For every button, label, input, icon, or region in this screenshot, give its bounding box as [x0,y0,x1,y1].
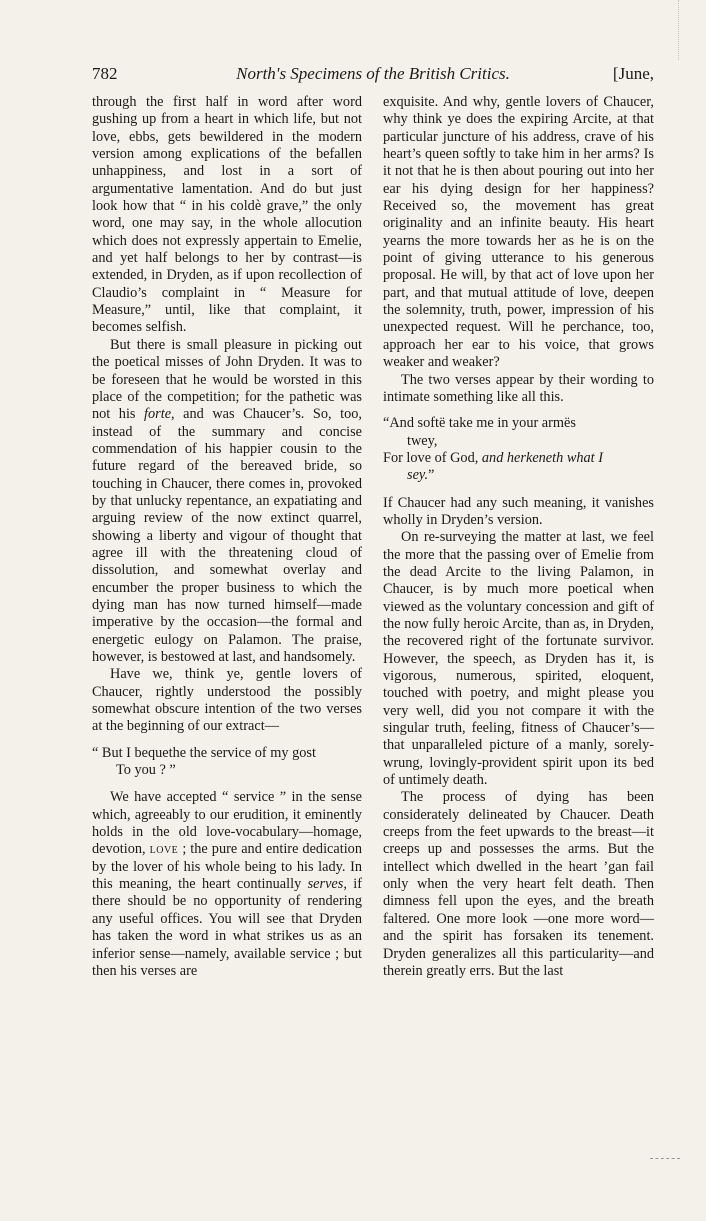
emphasis: forte [144,406,172,423]
left-column [92,94,362,980]
emphasis: and herkeneth what I [481,449,603,466]
text-run: , if there should be no opportunity of rendering any useful offices. You will see that Dryden has taken the word in what strikes us as an inferior sense—namely, available service ; but then his verses are [92,876,362,979]
verse-line: To you ? ” [116,762,176,779]
running-title: North's Specimens of the British Critics. [236,64,510,83]
text-run: We have accepted “ service ” in the sense which, agreeably to our erudition, it eminently holds in the old love-vocabulary—homage, devotion, [92,789,362,858]
verse-line [383,467,654,484]
page-number: 782 [92,64,118,83]
text-run: For love of God, [383,449,482,466]
paragraph: The process of dying has been considerately delineated by Chaucer. Death creeps from the feet upwards to the breast—it creeps up and possesses the arms. But the intellect which dwelled in the heart ’gan fail only when the very heart felt death. Then dimness fell upon the eyes, and the breath faltered. One more look —one more word—and the spirit has forsaken its tenement. Dryden generalizes all this particularity—and therein greatly errs. But the last [383,789,654,979]
running-header [92,64,654,88]
text-run: ; the pure and entire dedication by the lover of his whole being to his lady. In this meaning, the heart continually [92,841,362,893]
small-caps-word: love [149,841,179,858]
scan-margin-line [678,0,679,60]
paragraph: The two verses appear by their wording to intimate something like all this. [383,371,654,405]
verse-line: “ But I bequethe the service of my gost [92,744,316,761]
paragraph: through the first half in word after word gushing up from a heart in which life, but not love, ebbs, gets bewildered in the modern version among explications of the befallen unhappiness, and lost in a sort of argumentative lamentation. And do but just look how that “ in his coldè grave,” the only word, one may say, in the whole allocution which does not expressly appertain to Emelie, and yet half belongs to her by contrast—is extended, in Dryden, as if upon recollection of Claudio’s complaint in “ Measure for Measure,” until, like that complaint, it becomes selfish. [92,94,362,336]
right-column [383,94,654,980]
issue-month: [June, [612,64,654,83]
paragraph [92,789,362,980]
text-run: , and was Chaucer’s. So, too, instead of the summary and concise commendation of his happier cousin to the future regard of the bereaved bride, so touching in Chaucer, there comes in, provoked by that unlucky repentance, an expatiating and arguing review of the now extinct quarrel, showing a liberty and vigour of thought that agree ill with the threatening cloud of dissolution, and somewhat overlay and encumber the proper business to which the dying man has now turned himself—made imperative by the occasion—the formal and energetic eulogy on Palamon. The praise, however, is bestowed at last, and handsomely. [92,406,362,665]
verse-quote [383,415,654,484]
verse-line: “And softë take me in your armës [383,415,576,432]
scan-edge-mark [650,1158,680,1159]
emphasis: sey. [407,467,429,484]
emphasis: serves [307,876,344,893]
paragraph: If Chaucer had any such meaning, it vanishes wholly in Dryden’s version. [383,494,654,528]
verse-line: twey, [407,432,438,449]
paragraph [92,337,362,667]
text-run: But there is small pleasure in picking out the poetical misses of John Dryden. It was to be foreseen that he would be worsted in this place of the competition; for the pathetic was not his [92,336,362,423]
verse-line [383,450,654,467]
verse-quote [92,745,362,780]
text-run: ” [428,467,435,484]
paragraph: Have we, think ye, gentle lovers of Chaucer, rightly understood the possibly somewhat obscure intention of the two verses at the beginning of our extract— [92,666,362,735]
paragraph: On re-surveying the matter at last, we feel the more that the passing over of Emelie from the dead Arcite to the living Palamon, in Chaucer, is by much more poetical when viewed as the voluntary concession and gift of the now fully heroic Arcite, than as, in Dryden, the recovered right of the fortunate survivor. However, the speech, as Dryden has it, is vigorous, numerous, spirited, eloquent, touched with poetry, and might please you very well, did you not compare it with the singular truth, feeling, fitness of Chaucer’s—that unparalleled picture of a manly, sorely-wrung, lovingly-provident spirit upon its bed of untimely death. [383,529,654,789]
paragraph: exquisite. And why, gentle lovers of Chaucer, why think ye does the expiring Arcite, at that particular juncture of his address, crave of his heart’s queen softly to take him in her arms? Is it not that he is then about pouring out into her ear his dying design for her happiness? Received so, the movement has great originality and an infinite beauty. His heart yearns the more towards her as he is on the point of giving utterance to his generous proposal. He will, by that act of love upon her part, and that mutual attitude of love, deepen the solemnity, truth, power, impression of his unexpected request. Will he perchance, too, approach her ear to his voice, that grows weaker and weaker? [383,94,654,371]
